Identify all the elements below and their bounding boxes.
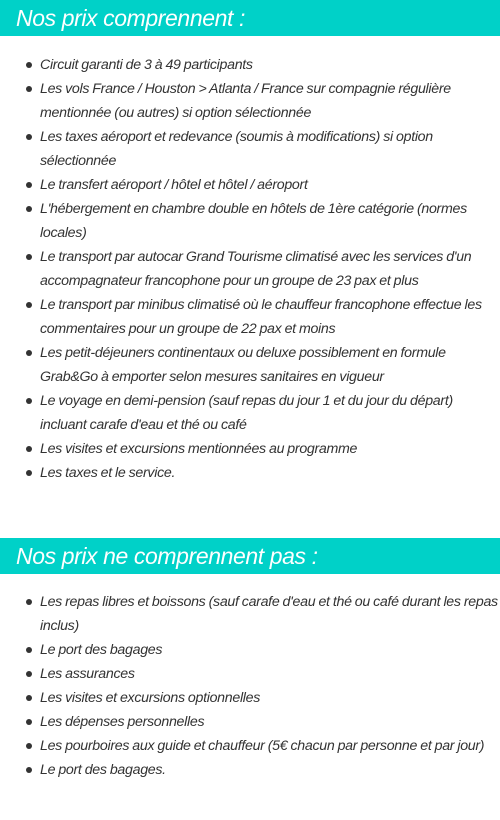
list-item [0, 734, 500, 758]
list-item-text: Le transport par minibus climatisé où le chauffeur francophone effectue les commentaires pour un groupe de 22 pax et moins [40, 297, 482, 337]
bullet-icon [26, 647, 32, 653]
list-item [0, 77, 500, 125]
bullet-icon [26, 719, 32, 725]
bullet-icon [26, 767, 32, 773]
bullet-icon [26, 671, 32, 677]
list-item-text: Les visites et excursions mentionnées au programme [40, 441, 358, 457]
list-item-text: Les assurances [40, 666, 135, 682]
list-item-text: Les pourboires aux guide et chauffeur (5€ chacun par personne et par jour) [40, 738, 485, 754]
bullet-icon [26, 254, 32, 260]
bullet-icon [26, 182, 32, 188]
bullet-icon [26, 86, 32, 92]
list-item [0, 638, 500, 662]
list-item [0, 389, 500, 437]
list-item-text: Le transfert aéroport / hôtel et hôtel / aéroport [40, 177, 308, 193]
excluded-list [0, 590, 500, 782]
list-item-text: Circuit garanti de 3 à 49 participants [40, 57, 253, 73]
bullet-icon [26, 743, 32, 749]
list-item [0, 245, 500, 293]
bullet-icon [26, 206, 32, 212]
bullet-icon [26, 398, 32, 404]
bullet-icon [26, 695, 32, 701]
list-item-text: Les repas libres et boissons (sauf carafe d'eau et thé ou café durant les repas inclus) [40, 594, 498, 634]
bullet-icon [26, 350, 32, 356]
list-item [0, 293, 500, 341]
included-list [0, 53, 500, 485]
list-item-text: Le voyage en demi-pension (sauf repas du jour 1 et du jour du départ) incluant carafe d'eau et thé ou café [40, 393, 453, 433]
list-item [0, 125, 500, 173]
list-item [0, 710, 500, 734]
list-item-text: Les taxes et le service. [40, 465, 176, 481]
list-item [0, 662, 500, 686]
list-item-text: Le port des bagages [40, 642, 163, 658]
list-item-text: Les vols France / Houston > Atlanta / France sur compagnie régulière mentionnée (ou autres) si option sélectionnée [40, 81, 451, 121]
bullet-icon [26, 134, 32, 140]
list-item [0, 53, 500, 77]
list-item-text: Le transport par autocar Grand Tourisme climatisé avec les services d'un accompagnateur francophone pour un groupe de 23 pax et plus [40, 249, 472, 289]
excluded-section-title: Nos prix ne comprennent pas : [0, 538, 500, 574]
list-item [0, 461, 500, 485]
bullet-icon [26, 446, 32, 452]
bullet-icon [26, 62, 32, 68]
list-item-text: L'hébergement en chambre double en hôtels de 1ère catégorie (normes locales) [40, 201, 467, 241]
bullet-icon [26, 470, 32, 476]
included-section-title: Nos prix comprennent : [0, 0, 500, 36]
list-item [0, 437, 500, 461]
list-item [0, 686, 500, 710]
list-item [0, 590, 500, 638]
list-item [0, 341, 500, 389]
list-item [0, 197, 500, 245]
list-item-text: Les visites et excursions optionnelles [40, 690, 261, 706]
list-item-text: Les petit-déjeuners continentaux ou deluxe possiblement en formule Grab&Go à emporter selon mesures sanitaires en vigueur [40, 345, 446, 385]
bullet-icon [26, 599, 32, 605]
list-item-text: Les taxes aéroport et redevance (soumis à modifications) si option sélectionnée [40, 129, 433, 169]
list-item [0, 173, 500, 197]
list-item-text: Le port des bagages. [40, 762, 166, 778]
list-item [0, 758, 500, 782]
list-item-text: Les dépenses personnelles [40, 714, 205, 730]
bullet-icon [26, 302, 32, 308]
